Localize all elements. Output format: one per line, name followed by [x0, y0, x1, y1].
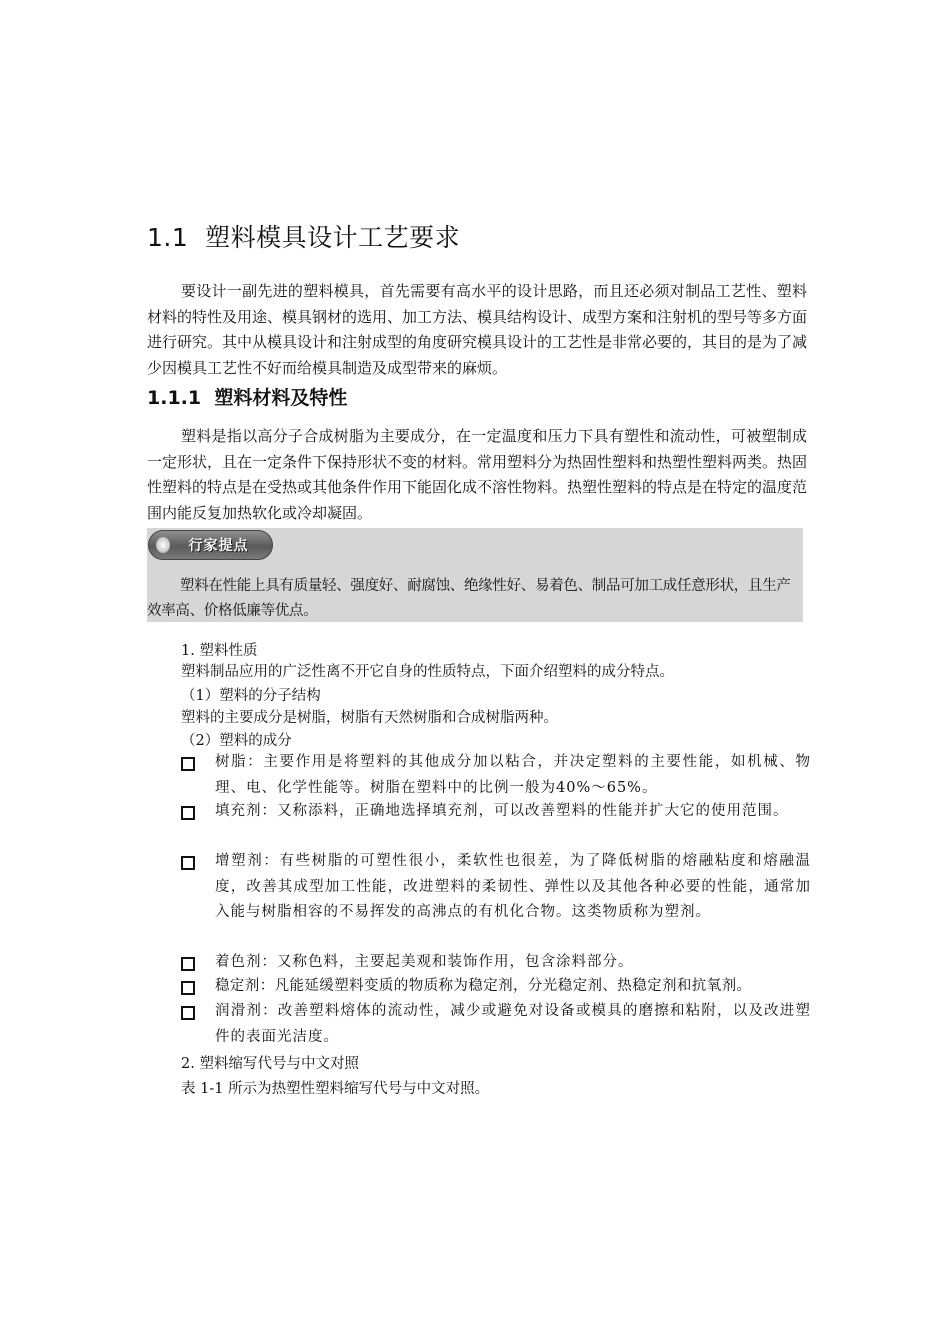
abbreviation-text: 表 1-1 所示为热塑性塑料缩写代号与中文对照。: [181, 1081, 490, 1097]
intro-paragraph: 要设计一副先进的塑料模具，首先需要有高水平的设计思路，而且还必须对制品工艺性、塑料材料的特性及用途、模具钢材的选用、加工方法、模具结构设计、成型方案和注射机的型号等多方面进行研究。其中从模具设计和注射成型的角度研究模具设计的工艺性是非常必要的，其目的是为了减少因模具工艺性不好而给模具制造及成型带来的麻烦。: [147, 282, 808, 377]
checkbox-square-icon: [181, 1006, 195, 1020]
list-item-text: 稳定剂：凡能延缓塑料变质的物质称为稳定剂，分光稳定剂、热稳定剂和抗氧剂。: [215, 978, 752, 994]
section-title: 塑料模具设计工艺要求: [205, 223, 461, 252]
properties-intro: 塑料制品应用的广泛性离不开它自身的性质特点，下面介绍塑料的成分特点。: [181, 664, 674, 680]
expert-tip-text: 塑料在性能上具有质量轻、强度好、耐腐蚀、绝缘性好、易着色、制品可加工成任意形状，且生产效率高、价格低廉等优点。: [147, 578, 791, 619]
list-item: [181, 754, 811, 800]
molecular-structure-text: 塑料的主要成分是树脂，树脂有天然树脂和合成树脂两种。: [181, 710, 558, 726]
checkbox-square-icon: [181, 981, 195, 995]
checkbox-square-icon: [181, 856, 195, 870]
section-number: 1.1: [147, 223, 189, 252]
list-item-text: 树脂：主要作用是将塑料的其他成分加以粘合，并决定塑料的主要性能，如机械、物理、电、化学性能等。树脂在塑料中的比例一般为40%～65%。: [215, 754, 811, 796]
section-heading: [147, 218, 460, 254]
list-item: [181, 978, 811, 1000]
molecular-structure-heading: （1）塑料的分子结构: [181, 688, 321, 704]
expert-tip-badge-label: 行家提点: [188, 538, 249, 554]
checkbox-square-icon: [181, 957, 195, 971]
lightbulb-icon: [156, 537, 170, 553]
checkbox-square-icon: [181, 806, 195, 820]
list-item-text: 填充剂：又称添料，正确地选择填充剂，可以改善塑料的性能并扩大它的使用范围。: [215, 803, 789, 819]
expert-tip-box: [147, 528, 803, 622]
abbreviation-heading: 2. 塑料缩写代号与中文对照: [181, 1056, 359, 1072]
properties-heading: 1. 塑料性质: [181, 643, 258, 659]
subsection-number: 1.1.1: [147, 387, 202, 409]
list-item-text: 着色剂：又称色料，主要起美观和装饰作用，包含涂料部分。: [215, 954, 634, 970]
checkbox-square-icon: [181, 757, 195, 771]
subsection-title: 塑料材料及特性: [214, 387, 348, 409]
subsection-heading: [147, 383, 347, 410]
components-heading: （2）塑料的成分: [181, 733, 292, 749]
plastic-definition-paragraph: 塑料是指以高分子合成树脂为主要成分，在一定温度和压力下具有塑性和流动性，可被塑制成一定形状，且在一定条件下保持形状不变的材料。常用塑料分为热固性塑料和热塑性塑料两类。热固性塑料的特点是在受热或其他条件作用下能固化成不溶性物料。热塑性塑料的特点是在特定的温度范围内能反复加热软化或冷却凝固。: [147, 427, 808, 522]
list-item-text: 增塑剂：有些树脂的可塑性很小，柔软性也很差，为了降低树脂的熔融粘度和熔融温度，改善其成型加工性能，改进塑料的柔韧性、弹性以及其他各种必要的性能，通常加入能与树脂相容的不易挥发的高沸点的有机化合物。这类物质称为塑剂。: [215, 853, 811, 920]
list-item: [181, 1003, 811, 1049]
list-item: [181, 853, 811, 951]
list-item: [181, 803, 811, 849]
expert-tip-badge: [148, 530, 273, 560]
list-item: [181, 954, 811, 976]
list-item-text: 润滑剂：改善塑料熔体的流动性，减少或避免对设备或模具的磨擦和粘附，以及改进塑件的表面光洁度。: [215, 1003, 811, 1045]
